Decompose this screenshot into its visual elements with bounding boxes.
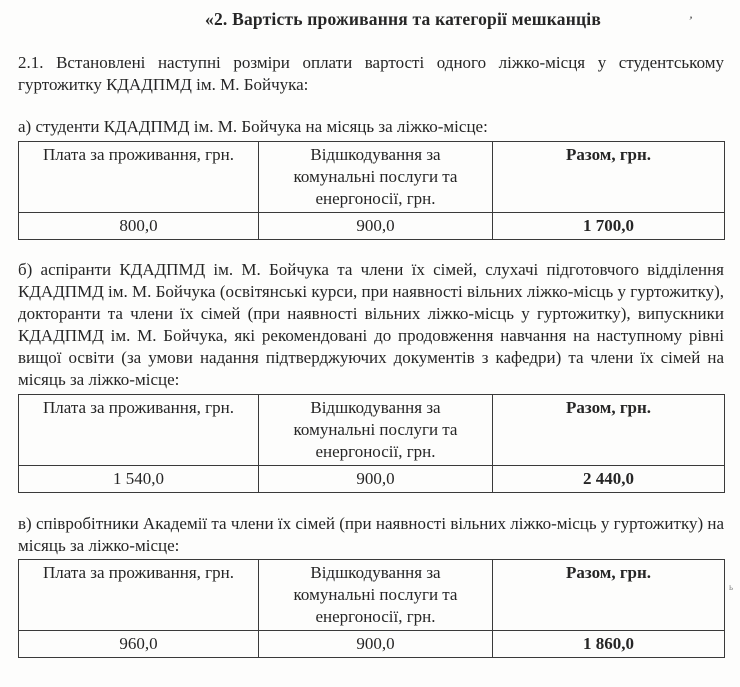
header-cell-payment: Плата за проживання, грн. (19, 395, 259, 466)
cell-utilities-value: 900,0 (259, 213, 493, 240)
paragraph-2-1: 2.1. Встановлені наступні розміри оплати вартості одного ліжко-місця у студентському гуртожитку КДАДПМД ім. М. Бойчука: (18, 53, 724, 94)
cell-payment-value: 1 540,0 (19, 466, 259, 493)
cell-payment-value: 800,0 (19, 213, 259, 240)
table-row (19, 213, 725, 240)
cell-payment-value: 960,0 (19, 631, 259, 658)
header-cell-utilities: Відшкодування за комунальні послуги та енергоносії, грн. (259, 560, 493, 631)
cell-utilities-value: 900,0 (259, 466, 493, 493)
cell-total-value: 1 860,0 (493, 631, 725, 658)
header-cell-total: Разом, грн. (493, 560, 725, 631)
cell-utilities-value: 900,0 (259, 631, 493, 658)
section-a-intro: а) студенти КДАДПМД ім. М. Бойчука на місяць за ліжко-місце: (18, 117, 488, 136)
page-title: «2. Вартість проживання та категорії мешканців (205, 9, 601, 29)
price-table-students (18, 141, 725, 240)
table-header-row (19, 395, 725, 466)
section-v-intro: в) співробітники Академії та члени їх сімей (при наявності вільних ліжко-місць у гуртожитку) на місяць за ліжко-місце: (18, 514, 725, 555)
section-b-intro: б) аспіранти КДАДПМД ім. М. Бойчука та члени їх сімей, слухачі підготовчого відділення КДАДПМД ім. М. Бойчука (освітянські курси, при наявності вільних ліжко-місць у гуртожитку), докторанти та члени їх сімей (при наявності вільних ліжко-місць у гуртожитку), випускники КДАДПМД ім. М. Бойчука, які рекомендовані до продовження навчання на наступному рівні вищої освіти (за умови надання підтверджуючих документів з кафедри) та члени їх сімей на місяць за ліжко-місце: (18, 260, 724, 389)
table-row (19, 631, 725, 658)
scan-artifact-mark: ’ (686, 12, 694, 29)
header-cell-total: Разом, грн. (493, 142, 725, 213)
header-cell-utilities: Відшкодування за комунальні послуги та енергоносії, грн. (259, 395, 493, 466)
table-header-row (19, 142, 725, 213)
header-cell-total: Разом, грн. (493, 395, 725, 466)
header-cell-payment: Плата за проживання, грн. (19, 142, 259, 213)
price-table-postgraduates (18, 394, 725, 493)
scan-artifact-mark-2: ь (729, 582, 734, 592)
table-header-row (19, 560, 725, 631)
cell-total-value: 1 700,0 (493, 213, 725, 240)
cell-total-value: 2 440,0 (493, 466, 725, 493)
price-table-employees (18, 559, 725, 658)
table-row (19, 466, 725, 493)
header-cell-utilities: Відшкодування за комунальні послуги та енергоносії, грн. (259, 142, 493, 213)
header-cell-payment: Плата за проживання, грн. (19, 560, 259, 631)
